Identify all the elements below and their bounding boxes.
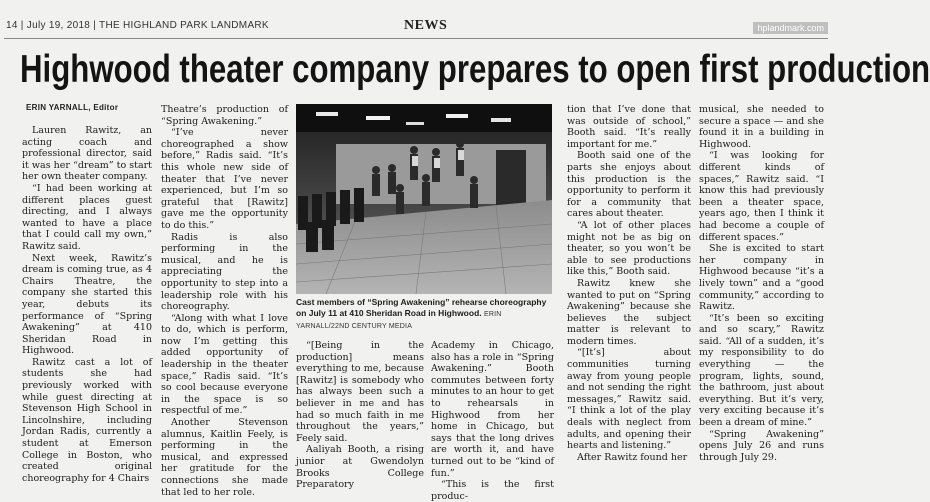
article-paragraph: “Spring Awakening” opens July 26 and runs through July 29. [699, 428, 824, 463]
caption-text: Cast members of “Spring Awakening” rehearse choreography on July 11 at 410 Sheridan Road in Highwood. [296, 297, 547, 318]
article-column-4 [431, 340, 554, 502]
article-column-5 [567, 104, 691, 490]
article-paragraph: Academy in Chicago, also has a role in “Spring Awakening.” Booth commutes between forty minutes to an hour to get to rehearsals in Highwood from her home in Chicago, but says that the long drives are worth it, and have turned out to be “kind of fun.” [431, 340, 554, 479]
article-paragraph: “I’ve never choreographed a show before,” Radis said. “It’s this whole new side of theater that I’ve never experienced, but I’m so grateful that [Rawitz] gave me the opportunity to do this.” [161, 127, 288, 231]
article-paragraph: Aaliyah Booth, a rising junior at Gwendolyn Brooks College Preparatory [296, 444, 424, 491]
article-paragraph: Another Stevenson alumnus, Kaitlin Feely, is performing in the musical, and expressed her gratitude for the connections she made that led to her role. [161, 417, 288, 498]
rehearsal-photo-illustration [296, 104, 552, 294]
article-column-3 [296, 340, 424, 490]
folio-line: 14 | July 19, 2018 | THE HIGHLAND PARK LANDMARK [6, 20, 269, 31]
article-paragraph: tion that I’ve done that was outside of school,” Booth said. “It’s really important for me.” [567, 104, 691, 150]
article-paragraph: Booth said one of the parts she enjoys about this production is the opportunity to perform it for a community that cares about theater. [567, 150, 691, 220]
rehearsal-photo [296, 104, 552, 294]
article-paragraph: “[It’s] about communities turning away from young people and not sending the right messages,” Rawitz said. “I think a lot of the play deals with neglect from adults, and opening their hearts and listening.” [567, 347, 691, 452]
article-paragraph: She is excited to start her company in Highwood because “it’s a lively town” and a “good community,” according to Rawitz. [699, 243, 824, 313]
article-paragraph: “[Being in the production] means everything to me, because [Rawitz] is somebody who has always been such a believer in me and has had so much faith in me throughout the years,” Feely said. [296, 340, 424, 444]
article-paragraph: “It’s been so exciting and so scary,” Rawitz said. “All of a sudden, it’s my responsibility to do everything — the program, lights, sound, the bathroom, just about everything. But it’s very, very exciting because it’s been a dream of mine.” [699, 312, 824, 429]
article-paragraph: “A lot of other places might not be as big on theater, so you won’t be able to see productions like this,” Booth said. [567, 219, 691, 278]
article-paragraph: Theatre’s production of “Spring Awakening.” [161, 104, 288, 127]
byline: ERIN YARNALL, Editor [26, 103, 119, 112]
article-paragraph: “Along with what I love to do, which is perform, now I’m getting this added opportunity of leadership in the theater space,” Radis said. “It’s so cool because everyone in the space is so respectful of me.” [161, 312, 288, 417]
article-column-1 [22, 125, 152, 490]
article-paragraph: After Rawitz found her [577, 451, 688, 463]
article-paragraph: Lauren Rawitz, an acting coach and professional director, said it was her “dream” to start her own theater company. [22, 125, 152, 183]
article-paragraph: Rawitz knew she wanted to put on “Spring Awakening” because she believes the subject matter is relevant to modern times. [567, 277, 691, 347]
header-rule [4, 38, 828, 39]
site-url-badge[interactable]: hplandmark.com [753, 22, 828, 34]
article-paragraph: Radis is also performing in the musical, and he is appreciating the opportunity to step into a leadership role with his choreography. [161, 231, 288, 313]
article-paragraph: Rawitz cast a lot of students she had previously worked with while guest directing at Stevenson High School in Lincolnshire, including Jordan Radis, currently a student at Emerson College in Boston, who created original choreography for 4 Chairs [22, 356, 152, 484]
article-paragraph: musical, she needed to secure a space — and she found it in a building in Highwood. [699, 104, 824, 150]
article-paragraph: “I was looking for different kinds of spaces,” Rawitz said. “I know this had previously been a theater space, years ago, then I think it had become a couple of different spaces.” [699, 150, 824, 243]
photo-credit: ERIN YARNALL/22ND CENTURY MEDIA [296, 311, 502, 330]
article-paragraph: Next week, Rawitz’s dream is coming true, as 4 Chairs Theatre, the company she started this year, debuts its performance of “Spring Awakening” at 410 Sheridan Road in Highwood. [22, 252, 152, 357]
photo-caption [296, 297, 554, 332]
section-label: NEWS [404, 18, 448, 33]
article-paragraph: “I had been working at different places guest directing, and I always wanted to have a place that I could call my own,” Rawitz said. [22, 182, 152, 252]
article-column-2 [161, 104, 288, 498]
article-paragraph: “This is the first produc- [431, 479, 554, 502]
headline: Highwood theater company prepares to open first production [20, 48, 930, 91]
page-header [0, 0, 832, 44]
article-column-6 [699, 104, 824, 490]
